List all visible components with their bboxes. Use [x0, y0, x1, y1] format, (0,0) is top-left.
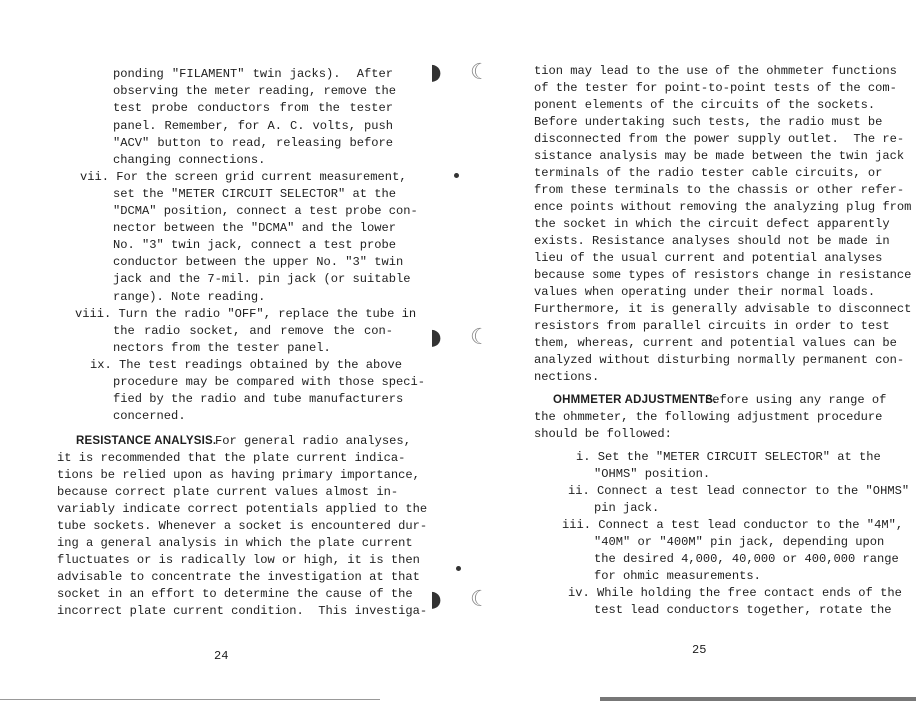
section-heading: OHMMETER ADJUSTMENTS. — [553, 394, 717, 406]
body-line: jack and the 7-mil. pin jack (or suitable — [113, 272, 411, 286]
body-line: them, whereas, current and potential values can be — [534, 336, 897, 350]
list-item: vii. For the screen grid current measurement, — [80, 170, 407, 184]
body-line: exists. Resistance analyses should not be made in — [534, 234, 890, 248]
body-line: nectors from the tester panel. — [113, 341, 331, 355]
body-line: nections. — [534, 370, 600, 384]
body-line: because some types of resistors change in resistance — [534, 268, 912, 282]
body-line: it is recommended that the plate current indica- — [57, 451, 406, 465]
body-line: for ohmic measurements. — [594, 569, 761, 583]
body-line: the radio socket, and remove the con- — [113, 324, 393, 338]
body-line: incorrect plate current condition. This investiga- — [57, 604, 428, 618]
body-line: disconnected from the power supply outlet. The re- — [534, 132, 905, 146]
body-line: range). Note reading. — [113, 290, 266, 304]
binder-hole-icon: ◗ — [430, 587, 442, 612]
body-line: terminals of the radio tester cable circuits, or — [534, 166, 883, 180]
list-item: iii. Connect a test lead conductor to the "4M", — [562, 518, 904, 532]
section-heading: RESISTANCE ANALYSIS. — [76, 435, 217, 447]
body-line: concerned. — [113, 409, 186, 423]
punch-mark-icon — [454, 173, 459, 178]
body-line: fied by the radio and tube manufacturers — [113, 392, 404, 406]
body-line: "OHMS" position. — [594, 467, 711, 481]
page-number: 24 — [214, 649, 229, 663]
body-line: tions be relied upon as having primary importance, — [57, 468, 420, 482]
punch-mark-icon — [456, 566, 461, 571]
body-line: sistance analysis may be made between the twin jack — [534, 149, 905, 163]
body-line: should be followed: — [534, 427, 672, 441]
body-line: lieu of the usual current and potential analyses — [534, 251, 883, 265]
body-line: the socket in which the circuit defect apparently — [534, 217, 890, 231]
list-item: ix. The test readings obtained by the above — [90, 358, 403, 372]
binder-hole-icon: ◗ — [430, 325, 442, 350]
body-line: panel. Remember, for A. C. volts, push — [113, 119, 393, 133]
list-item: iv. While holding the free contact ends of the — [568, 586, 902, 600]
body-line: pin jack. — [594, 501, 660, 515]
body-line: the desired 4,000, 40,000 or 400,000 range — [594, 552, 899, 566]
body-line: ence points without removing the analyzing plug from — [534, 200, 912, 214]
body-line: Furthermore, it is generally advisable to disconnect — [534, 302, 912, 316]
body-line: "40M" or "400M" pin jack, depending upon — [594, 535, 885, 549]
body-line: because correct plate current values almost in- — [57, 485, 399, 499]
page-number: 25 — [692, 643, 707, 657]
body-line: Before undertaking such tests, the radio must be — [534, 115, 883, 129]
binder-hole-icon: ☾ — [470, 587, 490, 612]
list-item: ii. Connect a test lead connector to the "OHMS" — [568, 484, 910, 498]
binder-hole-icon: ◗ — [430, 60, 442, 85]
body-line: set the "METER CIRCUIT SELECTOR" at the — [113, 187, 397, 201]
body-line: ponding "FILAMENT" twin jacks). After — [113, 67, 393, 81]
body-line: analyzed without disturbing normally permanent con- — [534, 353, 905, 367]
body-line: "ACV" button to read, releasing before — [113, 136, 393, 150]
body-line: conductor between the upper No. "3" twin — [113, 255, 404, 269]
body-line: "DCMA" position, connect a test probe con- — [113, 204, 418, 218]
body-line: fluctuates or is radically low or high, it is then — [57, 553, 420, 567]
body-line: observing the meter reading, remove the — [113, 84, 397, 98]
binder-hole-icon: ☾ — [470, 60, 490, 85]
body-line: socket in an effort to determine the cause of the — [57, 587, 413, 601]
binder-hole-icon: ☾ — [470, 325, 490, 350]
body-line: values when operating under their normal loads. — [534, 285, 876, 299]
body-line: nector between the "DCMA" and the lower — [113, 221, 397, 235]
body-line: No. "3" twin jack, connect a test probe — [113, 238, 397, 252]
list-item: viii. Turn the radio "OFF", replace the tube in — [75, 307, 417, 321]
body-line: procedure may be compared with those speci- — [113, 375, 426, 389]
scan-edge — [600, 697, 916, 701]
body-line: ing a general analysis in which the plate current — [57, 536, 413, 550]
body-line: test lead conductors together, rotate the — [594, 603, 892, 617]
body-line: ponent elements of the circuits of the sockets. — [534, 98, 876, 112]
body-line: tube sockets. Whenever a socket is encountered dur- — [57, 519, 428, 533]
body-line: of the tester for point-to-point tests of the com- — [534, 81, 897, 95]
scan-edge — [0, 699, 380, 700]
list-item: i. Set the "METER CIRCUIT SELECTOR" at the — [576, 450, 881, 464]
body-line: For general radio analyses, — [215, 434, 411, 448]
body-line: advisable to concentrate the investigation at that — [57, 570, 420, 584]
body-line: from these terminals to the chassis or other refer- — [534, 183, 905, 197]
body-line: test probe conductors from the tester — [113, 101, 393, 115]
body-line: Before using any range of — [705, 393, 887, 407]
body-line: tion may lead to the use of the ohmmeter functions — [534, 64, 897, 78]
body-line: changing connections. — [113, 153, 266, 167]
body-line: the ohmmeter, the following adjustment procedure — [534, 410, 883, 424]
body-line: variably indicate correct potentials applied to the — [57, 502, 428, 516]
body-line: resistors from parallel circuits in order to test — [534, 319, 890, 333]
